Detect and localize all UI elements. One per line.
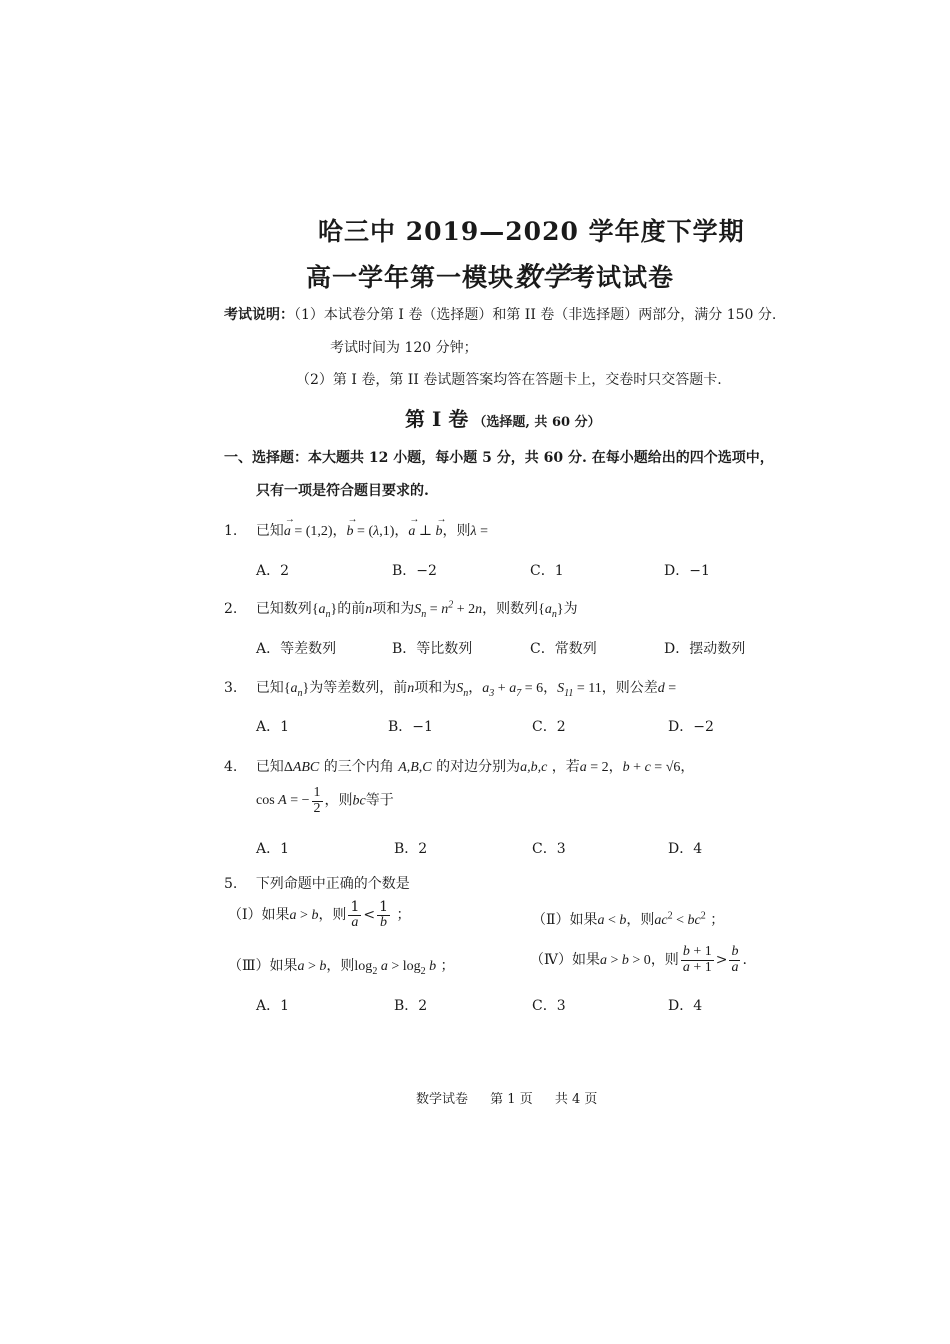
q5-proposition-4: （Ⅳ）如果a > b > 0，则 $\frac{b + 1}{a + 1}$ > $\frac{b}{a}$ . (530, 944, 747, 975)
question-3 (224, 677, 676, 699)
q1-option-b: B．−2 (392, 563, 437, 579)
part1-heading (405, 403, 601, 432)
section1-instruction: 一、选择题：本大题共 12 小题，每小题 5 分，共 60 分. 在每小题给出的四个选项中， (224, 450, 774, 466)
q2-option-c: C．常数列 (530, 641, 597, 657)
instruction-2: （2）第 I 卷，第 II 卷试题答案均答在答题卡上，交卷时只交答题卡. (296, 372, 722, 388)
footer-page: 第 1 页 (490, 1092, 533, 1107)
exam-title-line2 (306, 255, 674, 294)
footer-subject: 数学试卷 (416, 1092, 469, 1107)
q3-option-c: C．2 (532, 719, 566, 735)
instruction-1-continued: 考试时间为 120 分钟； (330, 340, 478, 356)
q1-text: 已知→ a = (1,2)，→ b = (λ,1)，→ a ⊥ → b，则λ = (256, 523, 488, 539)
part1-subtitle: （选择题, 共 60 分） (473, 415, 601, 430)
q1-option-c: C．1 (530, 563, 564, 579)
section1-instruction-2: 只有一项是符合题目要求的. (256, 483, 429, 499)
title-subject: 数学 (514, 262, 571, 293)
instructions-label: 考试说明： (224, 307, 294, 323)
question-2 (224, 598, 578, 620)
title-exam: 考试试卷 (570, 263, 675, 292)
question-4 (224, 756, 694, 776)
q5-proposition-1: （Ⅰ）如果a > b，则 $\frac{1}{a}$ < $\frac{1}{b}$ ； (228, 899, 411, 930)
q1-number: 1. (224, 523, 238, 539)
q5-text: 下列命题中正确的个数是 (255, 876, 410, 892)
q2-text: 已知数列$\{a_n\}$的前n项和为$S_n = n^2 + 2n$，则数列$\{a_n\}$为 (255, 599, 578, 620)
instructions (224, 304, 776, 324)
q4-text: 已知ΔABC 的三个内角 A,B,C 的对边分别为a,b,c ，若a = 2，b + c = √6， (255, 759, 695, 775)
q4-option-a: A．1 (256, 841, 290, 857)
part1-title: 第 I 卷 (405, 407, 469, 431)
question-1 (224, 520, 488, 540)
instruction-1: （1）本试卷分第 I 卷（选择题）和第 II 卷（非选择题）两部分，满分 150 分. (294, 307, 777, 323)
q5-option-d: D．4 (668, 998, 703, 1014)
exam-title-line1: 哈三中 2019—2020 学年度下学期 (318, 217, 745, 246)
q4-option-c: C．3 (532, 841, 566, 857)
q5-proposition-3: （Ⅲ）如果a > b，则$\log_2 a > \log_2 b$ ； (228, 958, 455, 977)
q3-text: 已知$\{a_n\}$为等差数列，前n项和为$S_n$，$a_3 + a_7 = 6$，$S_{11} = 11$，则公差d = (255, 680, 677, 699)
q3-option-b: B．−1 (388, 719, 433, 735)
q3-option-a: A．1 (256, 719, 290, 735)
q5-number: 5. (224, 876, 238, 892)
q2-number: 2. (224, 601, 238, 617)
q3-number: 3. (224, 680, 238, 696)
question-5 (224, 873, 410, 893)
q5-option-c: C．3 (532, 998, 566, 1014)
q5-option-b: B．2 (394, 998, 428, 1014)
q5-option-a: A．1 (256, 998, 290, 1014)
q4-number: 4. (224, 759, 238, 775)
q1-option-d: D．−1 (664, 563, 710, 579)
footer-total: 共 4 页 (554, 1092, 598, 1107)
q1-option-a: A．2 (256, 563, 290, 579)
q5-proposition-2: （Ⅱ）如果a < b，则$ac^2 < bc^2$ ； (532, 910, 725, 928)
q4-option-b: B．2 (394, 841, 428, 857)
q2-option-d: D．摆动数列 (664, 641, 746, 657)
page-footer (416, 1088, 597, 1107)
q4-option-d: D．4 (668, 841, 703, 857)
q2-option-a: A．等差数列 (256, 641, 337, 657)
q4-text-line2: cos A = − $\frac{1}{2}$ ，则bc等于 (256, 785, 394, 816)
q1-text-a: 已知 (255, 523, 284, 539)
q3-option-d: D．−2 (668, 719, 714, 735)
q1-text-b: ，则 (442, 523, 471, 539)
q2-option-b: B．等比数列 (392, 641, 473, 657)
title-grade: 高一学年第一模块 (306, 263, 515, 292)
